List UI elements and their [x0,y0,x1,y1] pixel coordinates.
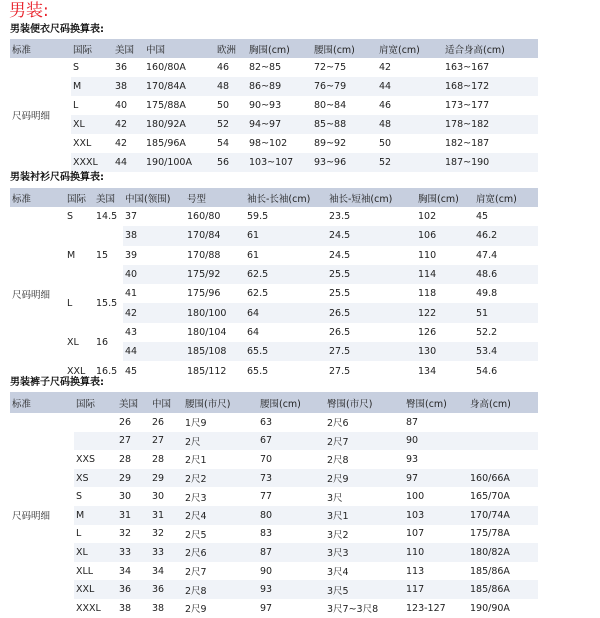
table-cell: 113 [406,565,425,577]
table-cell: XXXL [76,602,101,614]
intl-header: 国际 [73,44,93,56]
table-cell: 27.5 [329,346,351,358]
table-cell: 52 [379,157,392,168]
table-cell: 106 [418,230,437,242]
table-cell: 24.5 [329,230,351,242]
table-cell: 28 [119,453,132,465]
table-cell: 54 [217,138,230,149]
table-cell: 63 [260,416,273,428]
table-cell: 110 [418,249,437,261]
table-cell: XXXL [73,157,98,168]
table-cell: 31 [119,509,132,521]
table-cell: 160/80 [187,211,221,223]
table-cell: 3尺5 [327,585,349,597]
table-cell: 180/82A [470,546,510,558]
table-cell: XL [76,546,88,558]
table-cell: 16.5 [96,365,118,377]
table-row [10,450,538,469]
table-cell: S [73,62,80,73]
table-cell: 134 [418,365,437,377]
table-cell: 34 [119,565,132,577]
table-cell: 80 [260,509,273,521]
table-cell: 16 [94,323,123,362]
table-cell [74,432,117,451]
table-cell: 14.5 [96,211,118,223]
table-cell: S [67,211,74,223]
table-row [10,226,538,245]
table-row [10,207,538,226]
table-cell: 185/86A [470,584,510,596]
table-row [10,96,538,115]
table-cell: 170/84A [146,81,186,92]
table-cell: 190/90A [470,602,510,614]
us-header: 美国 [115,44,135,56]
shirt-size-table-title: 男装衬衫尺码换算表: [10,172,104,183]
table-cell: 89~92 [314,138,347,149]
chest-header: 胸围(cm) [418,193,459,205]
table-cell: 103~107 [249,157,294,168]
table-cell: 29 [119,472,132,484]
table-cell: 32 [152,528,165,540]
height-header: 适合身高(cm) [445,44,505,56]
table-cell: 170/74A [470,509,510,521]
table-row [10,580,538,599]
table-cell: 52 [217,119,230,130]
table-cell: 45 [125,365,138,377]
shoulder-header: 肩宽(cm) [379,44,420,56]
table-cell: 54.6 [476,365,498,377]
intl-header: 国际 [76,398,96,410]
table-cell: 46 [379,100,392,111]
table-cell [74,413,117,432]
table-cell: 2尺2 [185,474,207,486]
table-cell: 93 [406,453,419,465]
short-sleeve-header: 袖长-短袖(cm) [329,193,393,205]
casual-size-table-title: 男装便衣尺码换算表: [10,24,104,35]
table-cell: 185/108 [187,346,227,358]
table-cell: 67 [260,435,273,447]
table-cell: 38 [119,602,132,614]
table-cell: 62.5 [247,269,269,281]
table-cell: S [76,491,83,503]
table-cell: 47.4 [476,249,498,261]
table-cell: 2尺4 [185,511,207,523]
table-cell: 27 [119,435,132,447]
table-cell: 2尺7 [185,567,207,579]
page-title: 男装: [9,1,49,21]
table-cell: 37 [125,211,138,223]
table-cell: 50 [217,100,230,111]
table-cell: 15 [94,226,123,284]
table-cell: 26 [119,416,132,428]
table-cell: L [76,528,82,540]
table-cell: 48.6 [476,269,498,281]
table-cell: 73 [260,472,273,484]
table-cell: 94~97 [249,119,282,130]
table-cell: 3尺1 [327,511,349,523]
table-cell: 44 [115,157,128,168]
table-cell: 2尺7 [327,436,349,448]
table-row [10,77,538,96]
table-cell: XXL [67,365,86,377]
table-cell: 15.5 [94,284,123,323]
cn-header: 中国 [152,398,172,410]
table-cell: 102 [418,211,437,223]
table-cell: 64 [247,326,260,338]
table-cell: 3尺 [327,492,343,504]
table-cell: 30 [152,491,165,503]
us-header: 美国 [119,398,139,410]
table-cell: 87 [260,546,273,558]
table-cell: 178~182 [445,119,490,130]
table-row [10,413,538,432]
intl-header: 国际 [67,193,87,205]
table-cell: 2尺6 [327,418,349,430]
table-cell: 90 [406,435,419,447]
table-cell: 100 [406,491,425,503]
table-cell: 2尺3 [185,492,207,504]
table-cell [468,450,538,469]
table-cell: 175/88A [146,100,186,111]
waist-header: 腰围(cm) [314,44,355,56]
table-cell: 27 [152,435,165,447]
table-cell [468,432,538,451]
table-cell: 83 [260,528,273,540]
table-cell: 53.4 [476,346,498,358]
table-cell [468,413,538,432]
table-cell: 126 [418,326,437,338]
long-sleeve-header: 袖长-长袖(cm) [247,193,311,205]
table-cell: 2尺8 [327,455,349,467]
table-cell: M [73,81,82,92]
waist-chi-header: 腰围(市尺) [185,398,231,410]
table-cell: 42 [379,62,392,73]
table-cell: 170/84 [187,230,221,242]
table-cell: 72~75 [314,62,347,73]
table-row [10,134,538,153]
table-cell: 190/100A [146,157,192,168]
table-cell: 168~172 [445,81,490,92]
table-header-row [10,188,538,207]
table-cell: 42 [125,307,138,319]
table-cell: 52.2 [476,326,498,338]
pants-size-table-title: 男装裤子尺码换算表: [10,377,104,388]
table-cell: 3尺7~3尺8 [327,604,379,616]
table-cell: 77 [260,491,273,503]
table-cell: 36 [119,584,132,596]
table-cell: 107 [406,528,425,540]
table-cell: 185/112 [187,365,227,377]
table-row [10,487,538,506]
table-cell: 90~93 [249,100,282,111]
table-cell: 65.5 [247,365,269,377]
waist-cm-header: 腰围(cm) [260,398,301,410]
std-header: 标准 [12,398,32,410]
table-cell: 48 [217,81,230,92]
table-cell: 85~88 [314,119,347,130]
table-cell: 51 [476,307,489,319]
table-cell: 27.5 [329,365,351,377]
table-cell: 90 [260,565,273,577]
table-cell: 70 [260,453,273,465]
table-cell: 3尺4 [327,567,349,579]
table-cell: 44 [125,346,138,358]
table-cell: 160/80A [146,62,186,73]
table-cell: 80~84 [314,100,347,111]
table-cell: 98~102 [249,138,288,149]
table-cell: 26.5 [329,307,351,319]
table-cell: M [65,226,94,284]
table-row [10,562,538,581]
table-cell: 30 [119,491,132,503]
table-cell: 38 [115,81,128,92]
table-cell: 34 [152,565,165,577]
table-cell: 117 [406,584,425,596]
table-cell: 49.8 [476,288,498,300]
table-cell: 42 [115,119,128,130]
table-cell: 3尺2 [327,529,349,541]
table-cell: 61 [247,230,260,242]
table-cell: XLL [76,565,94,577]
table-cell: 36 [152,584,165,596]
table-cell: 93~96 [314,157,347,168]
shoulder-header: 肩宽(cm) [476,193,517,205]
table-cell: 33 [119,546,132,558]
table-cell: XL [73,119,85,130]
shirt-size-table [10,188,538,381]
table-cell: 160/66A [470,472,510,484]
row-group-label: 尺码明细 [10,58,71,172]
table-cell: 118 [418,288,437,300]
table-cell: 26.5 [329,326,351,338]
table-cell: 56 [217,157,230,168]
table-cell: 61 [247,249,260,261]
table-cell: 175/96 [187,288,221,300]
table-row [10,469,538,488]
us-header: 美国 [96,193,116,205]
table-cell: 24.5 [329,249,351,261]
table-cell: L [65,284,94,323]
table-cell: 180/100 [187,307,227,319]
std-header: 标准 [12,44,32,56]
table-row [10,284,538,303]
table-cell: 64 [247,307,260,319]
height-header: 身高(cm) [470,398,511,410]
table-cell: M [76,509,85,521]
table-cell: 2尺6 [185,548,207,560]
table-cell: 26 [152,416,165,428]
table-header-row [10,392,538,413]
table-cell: 38 [125,230,138,242]
table-header-row [10,39,538,58]
table-cell: XS [76,472,89,484]
table-row [10,115,538,134]
table-cell: 87 [406,416,419,428]
table-cell: 43 [125,326,138,338]
table-cell: 170/88 [187,249,221,261]
table-cell: 42 [115,138,128,149]
table-cell: XXL [73,138,92,149]
table-cell: 46 [217,62,230,73]
table-cell: 76~79 [314,81,347,92]
casual-size-table [10,39,538,172]
table-cell: 180/92A [146,119,186,130]
table-cell: 165/70A [470,491,510,503]
table-cell: 185/86A [470,565,510,577]
table-cell: 25.5 [329,269,351,281]
table-cell: 110 [406,546,425,558]
table-cell: 2尺1 [185,455,207,467]
table-cell: 173~177 [445,100,490,111]
table-row [10,525,538,544]
table-cell: 2尺8 [185,585,207,597]
fit-type-header: 号型 [187,193,207,205]
table-cell: 2尺 [185,436,201,448]
table-cell: 41 [125,288,138,300]
hip-chi-header: 臀围(市尺) [327,398,373,410]
table-cell: 97 [406,472,419,484]
chest-header: 胸围(cm) [249,44,290,56]
table-cell: 175/92 [187,269,221,281]
table-cell: 2尺9 [327,474,349,486]
table-cell: 25.5 [329,288,351,300]
std-header: 标准 [12,193,32,205]
table-cell: 45 [476,211,489,223]
table-cell: 62.5 [247,288,269,300]
table-cell: 130 [418,346,437,358]
row-group-label: 尺码明细 [10,413,74,618]
hip-cm-header: 臀围(cm) [406,398,447,410]
cn-collar-header: 中国(领围) [125,193,171,205]
table-cell: 175/78A [470,528,510,540]
table-cell: 44 [379,81,392,92]
table-cell: 46.2 [476,230,498,242]
table-cell: 103 [406,509,425,521]
eu-header: 欧洲 [217,44,237,56]
table-cell: 2尺9 [185,604,207,616]
table-row [10,58,538,77]
table-cell: 40 [115,100,128,111]
table-row [10,153,538,172]
table-cell: 180/104 [187,326,227,338]
table-cell: 32 [119,528,132,540]
table-cell: 182~187 [445,138,490,149]
table-cell: 29 [152,472,165,484]
table-cell: 97 [260,602,273,614]
table-cell: 38 [152,602,165,614]
table-cell: 23.5 [329,211,351,223]
table-cell: 93 [260,584,273,596]
table-cell: 28 [152,453,165,465]
table-cell: 123-127 [406,602,446,614]
table-cell: 86~89 [249,81,282,92]
table-row [10,543,538,562]
table-cell: 36 [115,62,128,73]
table-cell: 2尺5 [185,529,207,541]
table-cell: XXS [76,453,96,465]
table-cell: 82~85 [249,62,282,73]
cn-header: 中国 [146,44,166,56]
table-cell: 39 [125,249,138,261]
table-cell: 50 [379,138,392,149]
table-cell: 187~190 [445,157,490,168]
table-cell: 114 [418,269,437,281]
table-cell: L [73,100,79,111]
table-cell: 185/96A [146,138,186,149]
table-row [10,506,538,525]
table-cell: 59.5 [247,211,269,223]
table-cell: 163~167 [445,62,490,73]
table-cell: XXL [76,584,95,596]
table-row [10,432,538,451]
table-cell: 3尺3 [327,548,349,560]
table-cell: 1尺9 [185,418,207,430]
table-cell: 65.5 [247,346,269,358]
table-cell: XL [65,323,94,362]
row-group-label: 尺码明细 [10,207,65,381]
table-cell: 33 [152,546,165,558]
pants-size-table [10,392,538,618]
table-cell: 40 [125,269,138,281]
table-row [10,323,538,342]
table-cell: 122 [418,307,437,319]
table-cell: 48 [379,119,392,130]
table-cell: 31 [152,509,165,521]
